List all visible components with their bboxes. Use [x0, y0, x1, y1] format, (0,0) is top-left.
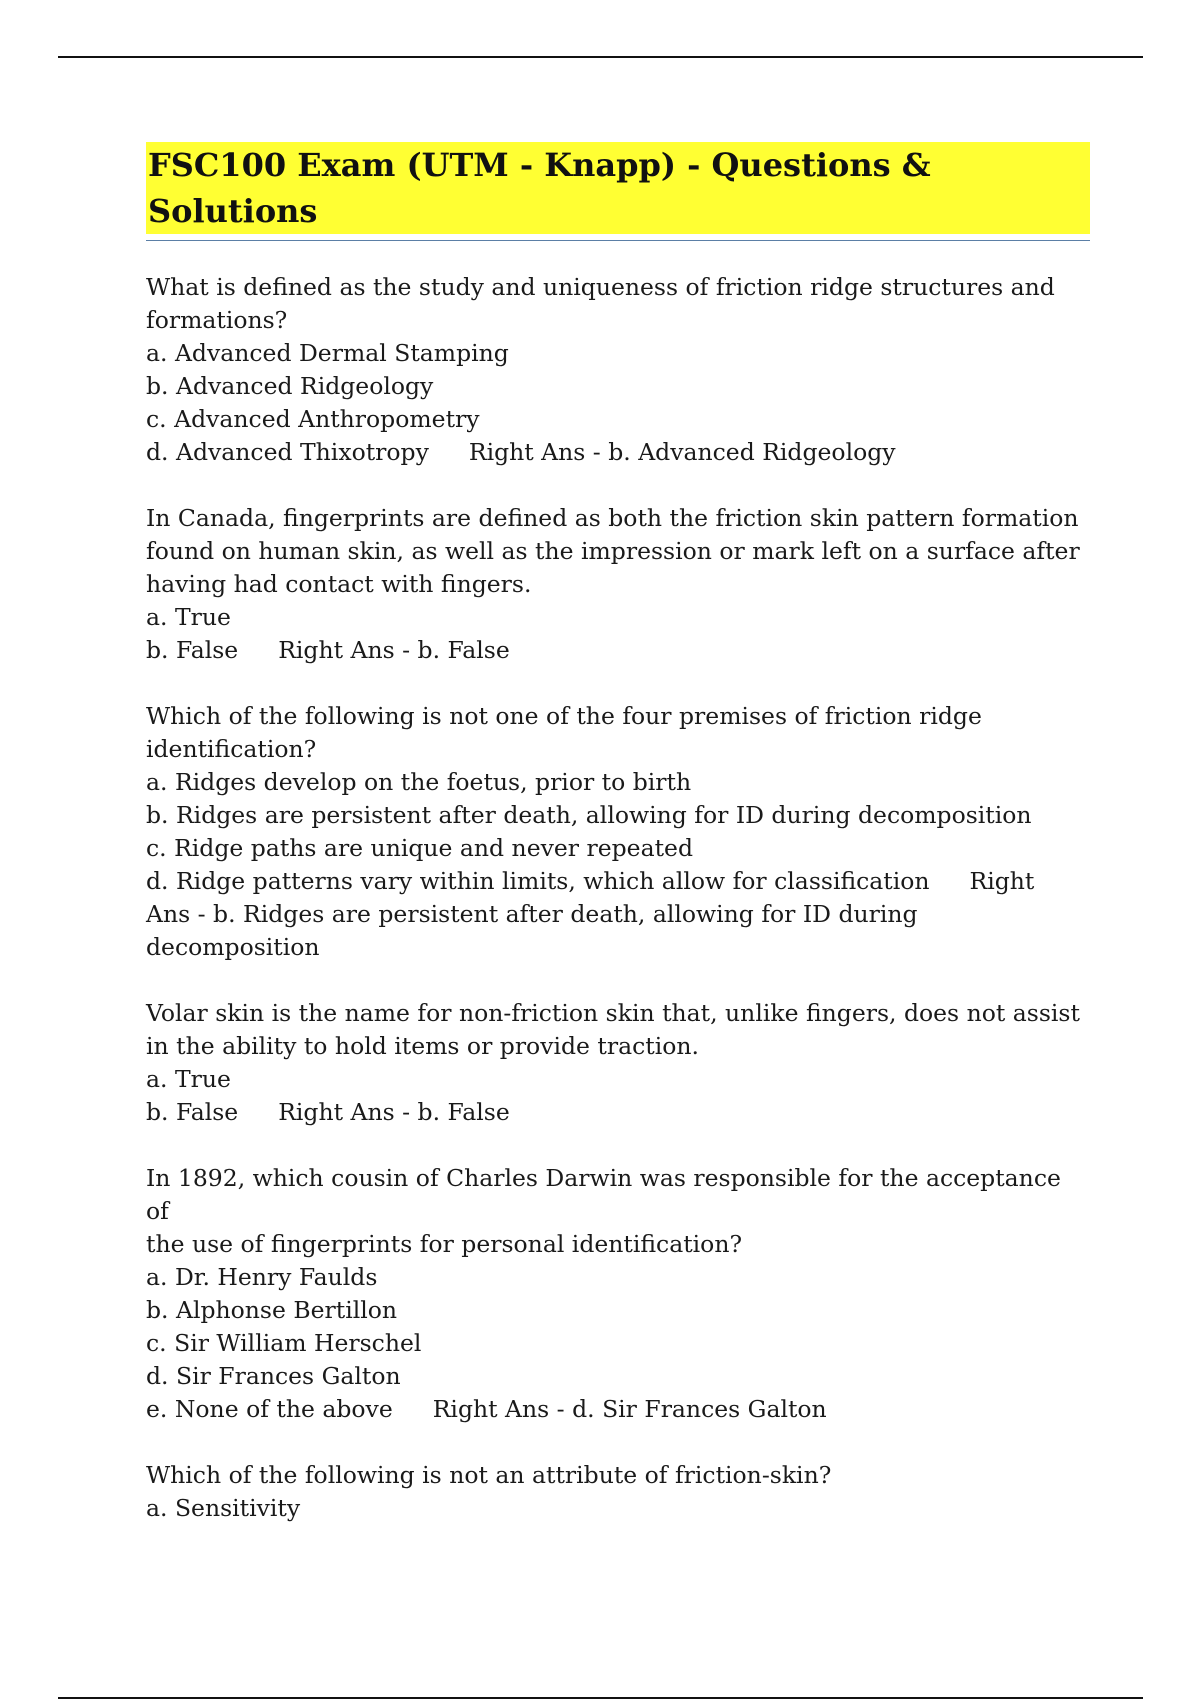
- question-text: Which of the following is not one of the four premises of friction ridge: [146, 702, 982, 730]
- question-text: In Canada, fingerprints are defined as both the friction skin pattern formation: [146, 504, 1079, 532]
- option-with-answer: [146, 1393, 1090, 1426]
- question-2: [146, 502, 1090, 667]
- option: a. Sensitivity: [146, 1494, 301, 1522]
- option: b. Ridges are persistent after death, allowing for ID during decomposition: [146, 801, 1032, 829]
- question-text: Which of the following is not an attribute of friction-skin?: [146, 1461, 832, 1489]
- question-text: formations?: [146, 306, 288, 334]
- option: c. Advanced Anthropometry: [146, 405, 480, 433]
- option: d. Ridge patterns vary within limits, which allow for classification: [146, 867, 930, 895]
- question-text: the use of fingerprints for personal identification?: [146, 1230, 743, 1258]
- header-rule: [58, 56, 1143, 58]
- right-answer: Right Ans - d. Sir Frances Galton: [432, 1395, 827, 1423]
- option-with-answer: [146, 865, 1090, 898]
- question-1: [146, 271, 1090, 469]
- option: b. False: [146, 1098, 239, 1126]
- document-body: [146, 142, 1090, 1558]
- option: c. Ridge paths are unique and never repeated: [146, 834, 693, 862]
- option-with-answer: [146, 634, 1090, 667]
- question-text: Volar skin is the name for non-friction skin that, unlike fingers, does not assist: [146, 999, 1080, 1027]
- option: b. False: [146, 636, 239, 664]
- right-answer: Right Ans - b. Advanced Ridgeology: [468, 438, 896, 466]
- option: d. Sir Frances Galton: [146, 1362, 401, 1390]
- option: b. Alphonse Bertillon: [146, 1296, 398, 1324]
- option: a. True: [146, 1065, 231, 1093]
- footer-rule: [58, 1697, 1143, 1699]
- option: a. Dr. Henry Faulds: [146, 1263, 378, 1291]
- option: d. Advanced Thixotropy: [146, 438, 429, 466]
- question-text: having had contact with fingers.: [146, 570, 532, 598]
- option-with-answer: [146, 436, 1090, 469]
- question-text: What is defined as the study and uniqueness of friction ridge structures and: [146, 273, 1055, 301]
- option-with-answer: [146, 1096, 1090, 1129]
- title-block: [146, 142, 1090, 241]
- question-4: [146, 997, 1090, 1129]
- option: a. True: [146, 603, 231, 631]
- question-6: [146, 1459, 1090, 1525]
- question-5: [146, 1162, 1090, 1426]
- right-answer: Right Ans - b. False: [278, 1098, 510, 1126]
- question-text: In 1892, which cousin of Charles Darwin was responsible for the acceptance of: [146, 1164, 1069, 1225]
- option: e. None of the above: [146, 1395, 393, 1423]
- right-answer-continued: decomposition: [146, 933, 320, 961]
- option: a. Ridges develop on the foetus, prior to birth: [146, 768, 692, 796]
- document-title: FSC100 Exam (UTM - Knapp) - Questions & Solutions: [146, 142, 1090, 234]
- option: a. Advanced Dermal Stamping: [146, 339, 509, 367]
- right-answer-continued: Ans - b. Ridges are persistent after death, allowing for ID during: [146, 900, 918, 928]
- question-text: found on human skin, as well as the impression or mark left on a surface after: [146, 537, 1080, 565]
- question-text: in the ability to hold items or provide traction.: [146, 1032, 699, 1060]
- right-answer: Right: [969, 867, 1035, 895]
- right-answer: Right Ans - b. False: [278, 636, 510, 664]
- question-3: [146, 700, 1090, 964]
- question-text: identification?: [146, 735, 317, 763]
- option: b. Advanced Ridgeology: [146, 372, 434, 400]
- option: c. Sir William Herschel: [146, 1329, 422, 1357]
